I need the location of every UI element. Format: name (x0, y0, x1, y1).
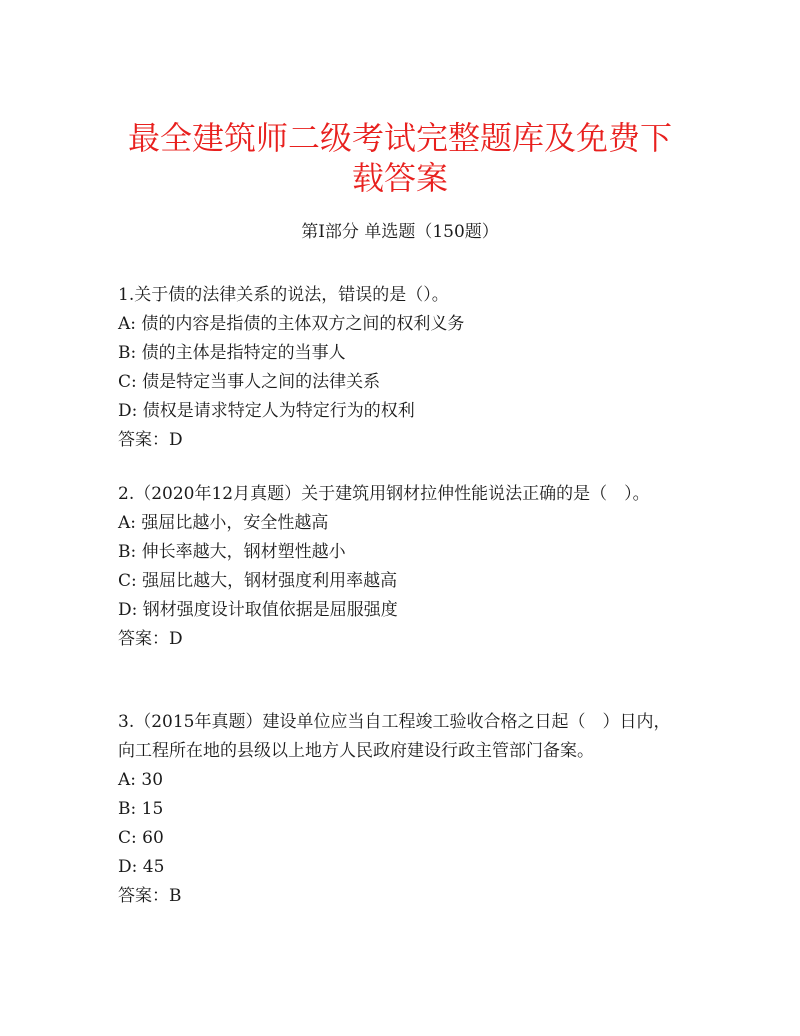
document-title: 最全建筑师二级考试完整题库及免费下载答案 (127, 119, 672, 197)
section-heading: 第I部分 单选题（150题） (301, 222, 499, 242)
question-stem: 3.（2015年真题）建设单位应当自工程竣工验收合格之日起（ ）日内，向工程所在地的县级以上地方人民政府建设行政主管部门备案。 (118, 712, 671, 761)
question-3 (118, 708, 678, 911)
question-2 (118, 480, 678, 654)
answer: 答案：D (118, 430, 183, 450)
option-a: A: 强屈比越小，安全性越高 (118, 513, 329, 533)
option-c: C: 债是特定当事人之间的法律关系 (118, 372, 381, 392)
option-a: A: 30 (118, 770, 164, 790)
option-d: D: 钢材强度设计取值依据是屈服强度 (118, 600, 398, 620)
question-stem: 1.关于债的法律关系的说法，错误的是（）。 (118, 285, 449, 305)
answer: 答案：B (118, 886, 182, 906)
question-stem: 2.（2020年12月真题）关于建筑用钢材拉伸性能说法正确的是（ ）。 (118, 484, 650, 504)
option-d: D: 债权是请求特定人为特定行为的权利 (118, 401, 415, 421)
question-1 (118, 281, 678, 455)
answer: 答案：D (118, 629, 183, 649)
option-b: B: 15 (118, 799, 164, 819)
option-c: C: 强屈比越大，钢材强度利用率越高 (118, 571, 398, 591)
option-d: D: 45 (118, 857, 165, 877)
option-a: A: 债的内容是指债的主体双方之间的权利义务 (118, 314, 465, 334)
option-b: B: 伸长率越大，钢材塑性越小 (118, 542, 346, 562)
option-b: B: 债的主体是指特定的当事人 (118, 343, 346, 363)
option-c: C: 60 (118, 828, 164, 848)
